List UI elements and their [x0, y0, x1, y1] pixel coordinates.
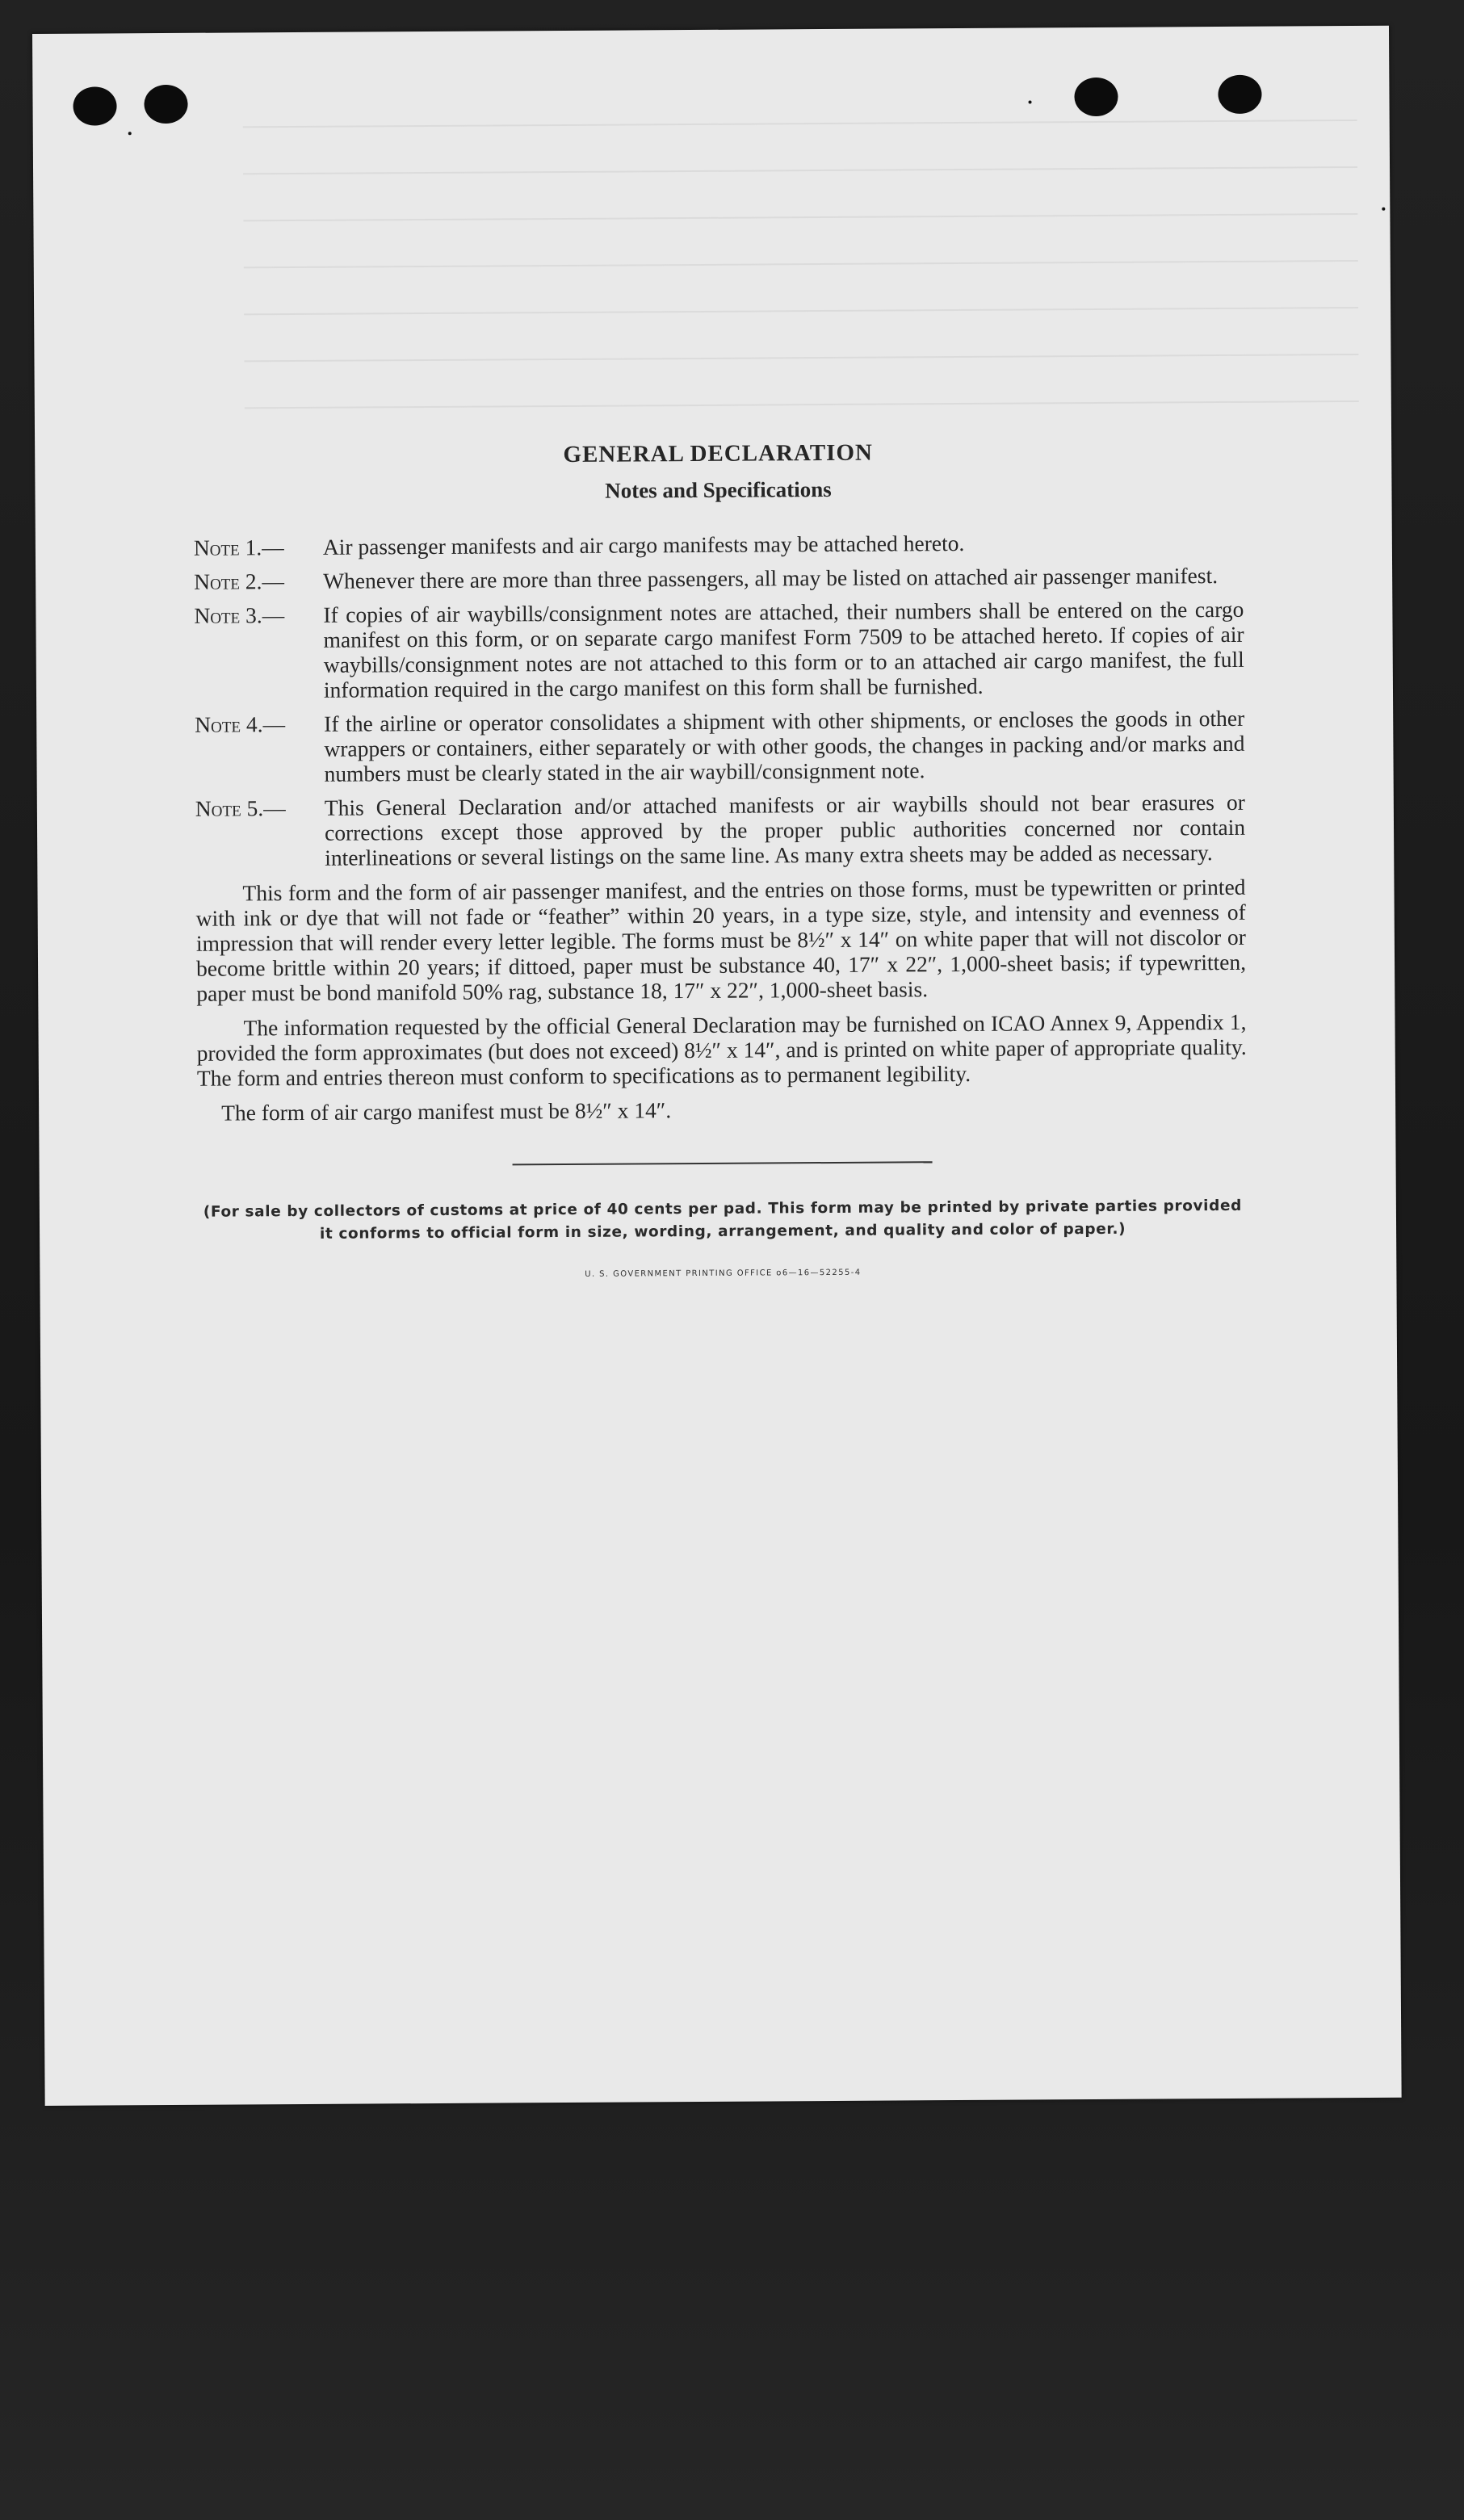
note-item	[195, 706, 1245, 787]
printer-imprint: U. S. GOVERNMENT PRINTING OFFICE o6—16—52255-4	[585, 1268, 862, 1279]
document-title: GENERAL DECLARATION	[563, 439, 874, 468]
divider-rule	[513, 1161, 933, 1165]
specification-paragraph: This form and the form of air passenger manifest, and the entries on those forms, must be typewritten or printed with ink or dye that will not fade or “feather” within 20 years, in a type size, style, and intensity and evenness of impression that will render every letter legible. The forms must be 8½″ x 14″ on white paper that will not discolor or become brittle within 20 years; if dittoed, paper must be substance 40, 17″ x 22″, 1,000-sheet basis; if typewritten, paper must be bond manifold 50% rag, substance 18, 17″ x 22″, 1,000-sheet basis.	[195, 874, 1247, 1006]
speck	[1382, 208, 1385, 211]
punch-hole	[144, 85, 187, 124]
specification-paragraph: The information requested by the official General Declaration may be furnished on ICAO Annex 9, Appendix 1, provided the form approximates (but does not exceed) 8½″ x 14″, and is printed on white paper of appropriate quality. The form and entries thereon must conform to specifications as to permanent legibility.	[196, 1008, 1247, 1091]
document-subtitle: Notes and Specifications	[605, 476, 832, 503]
bleed-through-text	[242, 74, 1359, 436]
note-item	[194, 529, 1244, 560]
speck	[1029, 100, 1032, 103]
specification-paragraph: The form of air cargo manifest must be 8½″ x 14″.	[221, 1097, 672, 1126]
note-label: Note 4.—	[195, 711, 286, 737]
note-label: Note 2.—	[194, 568, 285, 594]
document-page	[32, 26, 1402, 2106]
note-item	[194, 597, 1244, 703]
note-label: Note 1.—	[193, 535, 284, 560]
document-body	[193, 438, 1248, 1289]
note-text: This General Declaration and/or attached manifests or air waybills should not bear erasures or corrections except those approved by the proper public authorities concerned nor contain interlineations or several listings on the same line. As many extra sheets may be added as necessary.	[324, 789, 1246, 870]
note-text: If the airline or operator consolidates a shipment with other shipments, or encloses the goods in other wrappers or containers, either separately or with other goods, the changes in packing and/or marks and numbers must be clearly stated in the air waybill/consignment note.	[324, 705, 1245, 786]
sale-note: (For sale by collectors of customs at price of 40 cents per pad. This form may be printed by private parties provided it conforms to official form in size, wording, arrangement, and quality and color of paper.)	[203, 1197, 1242, 1243]
note-text: Air passenger manifests and air cargo manifests may be attached hereto.	[322, 530, 965, 560]
note-label: Note 3.—	[194, 602, 285, 628]
note-label: Note 5.—	[195, 795, 286, 821]
note-text: If copies of air waybills/consignment notes are attached, their numbers shall be entered on the cargo manifest on this form, or on separate cargo manifest Form 7509 to be attached hereto. If copies of air waybills/consignment notes are not attached to this form or to an attached air cargo manifest, the full information required in the cargo manifest on this form shall be furnished.	[323, 596, 1244, 702]
note-item	[195, 790, 1246, 871]
note-text: Whenever there are more than three passengers, all may be listed on attached air passenger manifest.	[323, 563, 1219, 593]
punch-hole	[73, 86, 116, 125]
note-item	[194, 563, 1244, 594]
speck	[128, 132, 132, 135]
